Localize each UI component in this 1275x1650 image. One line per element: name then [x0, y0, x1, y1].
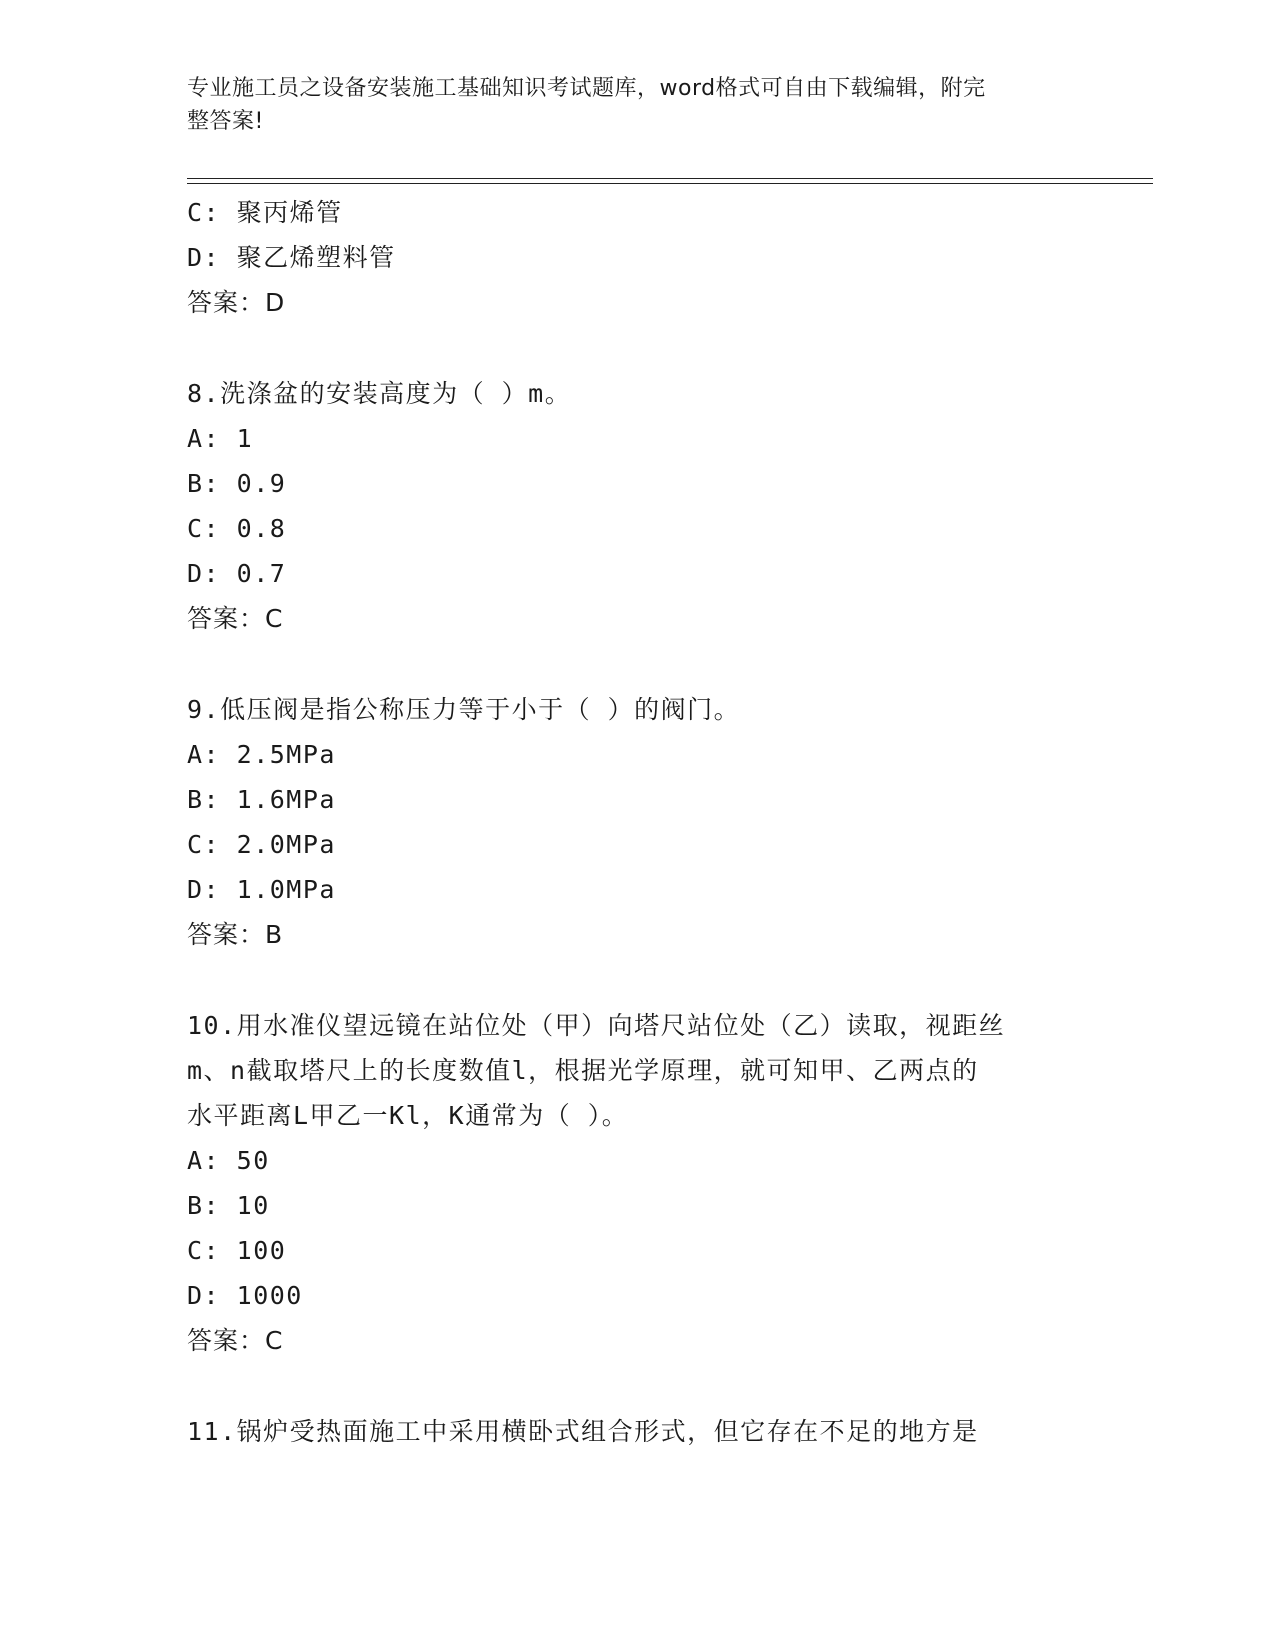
- question-stem-line-2: m、n截取塔尺上的长度数值l，根据光学原理，就可知甲、乙两点的: [187, 1056, 979, 1085]
- spacer: [187, 325, 1087, 371]
- answer: 答案：C: [187, 1326, 284, 1355]
- spacer: [187, 641, 1087, 687]
- option-b: B: 1.6MPa: [187, 785, 336, 814]
- option-c: C: 2.0MPa: [187, 830, 336, 859]
- question-prev: [187, 190, 1087, 325]
- option-d: D: 1.0MPa: [187, 875, 336, 904]
- question-9: [187, 687, 1087, 957]
- question-8: [187, 371, 1087, 641]
- option-c: C: 聚丙烯管: [187, 198, 343, 227]
- option-a: A: 50: [187, 1146, 270, 1175]
- option-a: A: 2.5MPa: [187, 740, 336, 769]
- answer: 答案：C: [187, 604, 284, 633]
- spacer: [187, 1363, 1087, 1409]
- document-header: [187, 72, 1067, 138]
- answer: 答案：D: [187, 288, 286, 317]
- spacer: [187, 957, 1087, 1003]
- option-d: D: 聚乙烯塑料管: [187, 243, 396, 272]
- header-line-1: 专业施工员之设备安装施工基础知识考试题库，word格式可自由下载编辑，附完: [187, 76, 986, 101]
- question-stem: 8.洗涤盆的安装高度为（ ）m。: [187, 379, 572, 408]
- question-stem-line-3: 水平距离L甲乙一Kl，K通常为（ ）。: [187, 1101, 629, 1130]
- question-stem: 9.低压阀是指公称压力等于小于（ ）的阀门。: [187, 695, 741, 724]
- header-line-2: 整答案!: [187, 109, 264, 134]
- question-stem-line-1: 10.用水准仪望远镜在站位处（甲）向塔尺站位处（乙）读取，视距丝: [187, 1011, 1006, 1040]
- option-c: C: 0.8: [187, 514, 287, 543]
- option-b: B: 0.9: [187, 469, 287, 498]
- question-list: [187, 190, 1087, 1454]
- option-a: A: 1: [187, 424, 254, 453]
- question-10: [187, 1003, 1087, 1363]
- option-b: B: 10: [187, 1191, 270, 1220]
- answer: 答案：B: [187, 920, 284, 949]
- option-c: C: 100: [187, 1236, 287, 1265]
- question-stem: 11.锅炉受热面施工中采用横卧式组合形式，但它存在不足的地方是: [187, 1417, 979, 1446]
- option-d: D: 0.7: [187, 559, 287, 588]
- header-rule-bottom: [187, 183, 1153, 184]
- option-d: D: 1000: [187, 1281, 303, 1310]
- question-11: [187, 1409, 1087, 1454]
- header-rule-top: [187, 178, 1153, 179]
